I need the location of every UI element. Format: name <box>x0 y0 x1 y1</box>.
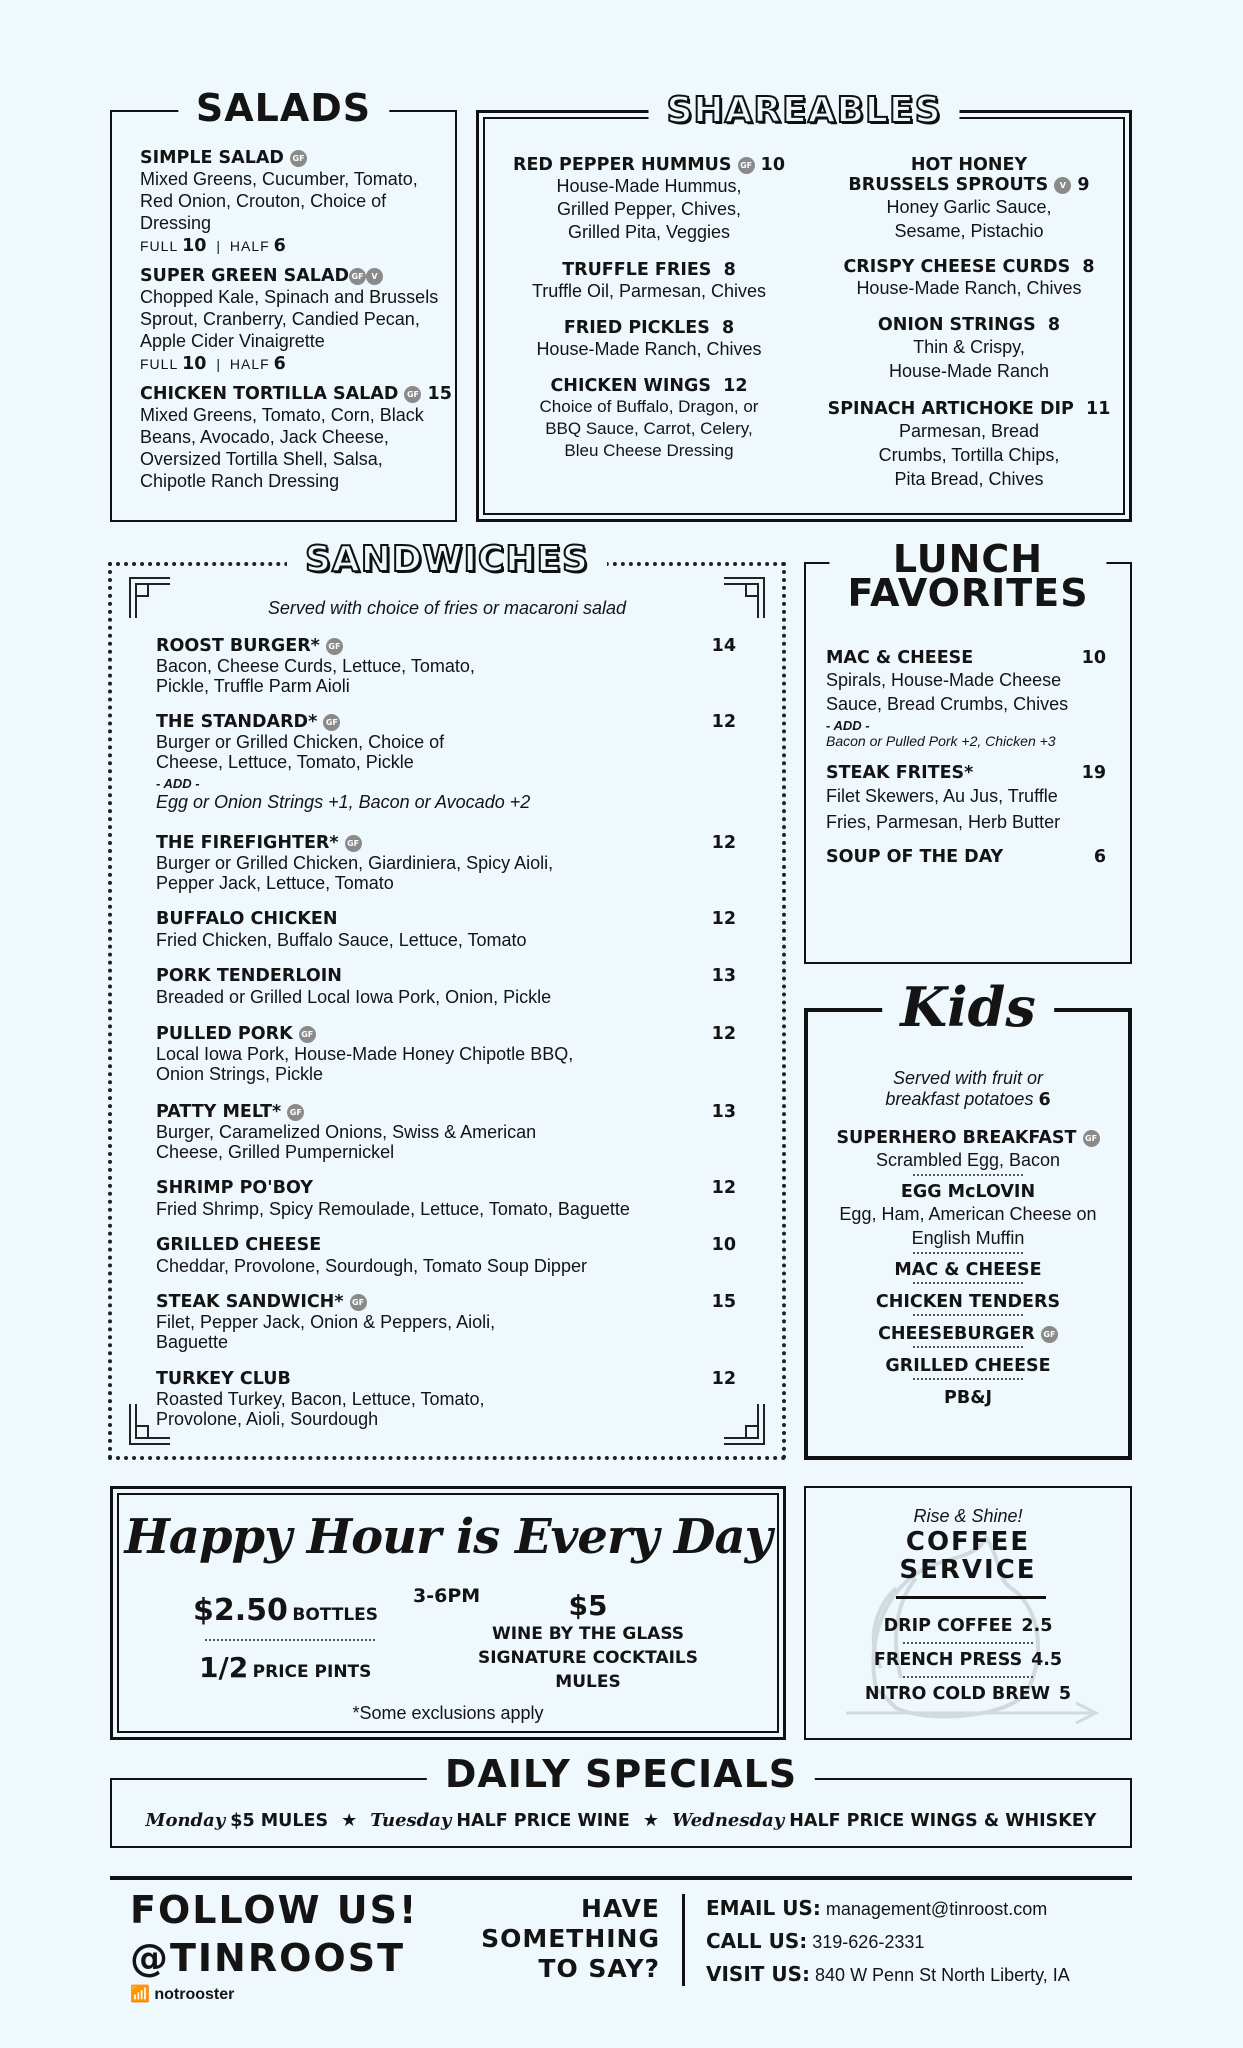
item-name: STEAK SANDWICH* <box>156 1292 344 1312</box>
sandwich-list <box>156 636 736 1429</box>
add-label: - ADD - <box>826 718 870 733</box>
item-price: 10 <box>760 155 786 175</box>
item-price: 12 <box>711 833 736 853</box>
social-block <box>130 1886 418 2004</box>
item-price: 11 <box>1086 399 1111 419</box>
item-price: 2.5 <box>1021 1616 1053 1636</box>
wine-item: SIGNATURE COCKTAILS <box>477 1648 699 1668</box>
item-price: 12 <box>711 712 736 732</box>
item-price: 12 <box>711 1178 736 1198</box>
item-name: THE STANDARD* <box>156 712 318 732</box>
item-desc: Cheddar, Provolone, Sourdough, Tomato Soup Dipper <box>156 1256 587 1276</box>
special-deal: $5 MULES <box>230 1811 329 1831</box>
menu-item <box>156 1292 736 1369</box>
half-price: 6 <box>273 236 286 256</box>
sandwiches-heading: SANDWICHES <box>287 540 607 580</box>
item-price: 13 <box>711 1102 736 1122</box>
lunch-favorites-section <box>804 537 1132 964</box>
menu-item: SUPER GREEN SALAD GF V Chopped Kale, Spinach and Brussels Sprout, Cranberry, Candied Pecan, Apple Cider Vinaigrette FULL 10 | HALF 6 <box>140 266 455 374</box>
item-price: 8 <box>1047 315 1061 335</box>
item-name: TRUFFLE FRIES <box>562 260 712 280</box>
happy-hour-time: 3-6PM <box>413 1585 481 1607</box>
menu-item <box>826 763 1116 835</box>
gluten-free-badge: GF <box>326 638 343 655</box>
menu-item <box>489 376 809 462</box>
full-label: FULL <box>140 356 179 372</box>
dotted-divider <box>913 1252 1023 1254</box>
gluten-free-badge: GF <box>323 714 340 731</box>
menu-item <box>489 318 809 360</box>
gluten-free-badge: GF <box>350 1294 367 1311</box>
menu-item <box>819 257 1119 299</box>
item-price: 4.5 <box>1031 1650 1063 1670</box>
item-price: 5 <box>1058 1684 1072 1704</box>
gluten-free-badge: GF <box>299 1026 316 1043</box>
address-text: 840 W Penn St North Liberty, IA <box>815 1965 1070 1985</box>
call-label: CALL US: <box>706 1929 808 1953</box>
item-desc-line: House-Made Ranch, Chives <box>536 339 762 359</box>
item-name: BUFFALO CHICKEN <box>156 909 338 929</box>
kids-content <box>808 1068 1128 1408</box>
item-desc: Burger or Grilled Chicken, Giardiniera, Spicy Aioli, Pepper Jack, Lettuce, Tomato <box>156 853 554 893</box>
item-name: HOT HONEY <box>910 155 1028 175</box>
wine-deal <box>473 1589 703 1694</box>
add-label: - ADD - <box>156 776 200 791</box>
dotted-divider <box>903 1642 1033 1644</box>
daily-specials-section <box>110 1752 1132 1848</box>
gluten-free-badge: GF <box>1083 1130 1100 1147</box>
item-name: PATTY MELT* <box>156 1102 282 1122</box>
item-desc-line: Parmesan, Bread <box>898 421 1040 441</box>
dotted-divider <box>913 1314 1023 1316</box>
item-desc-line: Pita Bread, Chives <box>894 469 1044 489</box>
special-day: Wednesday <box>672 1810 785 1831</box>
item-desc: Fried Chicken, Buffalo Sauce, Lettuce, Tomato <box>156 930 527 950</box>
item-price: 6 <box>1093 847 1106 867</box>
special-deal: HALF PRICE WINGS & WHISKEY <box>789 1811 1097 1831</box>
feedback-prompt <box>450 1894 660 1984</box>
kids-subtitle-line2: breakfast potatoes <box>885 1089 1034 1109</box>
gluten-free-badge: GF <box>349 268 366 285</box>
vertical-divider <box>682 1894 685 1986</box>
item-price: 13 <box>711 966 736 986</box>
shareables-heading: SHAREABLES <box>649 91 960 131</box>
item-price: 15 <box>711 1292 736 1312</box>
item-name-line2: BRUSSELS SPROUTS <box>848 175 1049 195</box>
visit-label: VISIT US: <box>706 1962 811 1986</box>
item-name: TURKEY CLUB <box>156 1369 291 1389</box>
menu-item <box>826 648 1116 749</box>
gluten-free-badge: GF <box>290 150 307 167</box>
dotted-divider <box>913 1378 1023 1380</box>
wine-item: WINE BY THE GLASS <box>491 1624 685 1644</box>
pints-price: 1/2 <box>199 1651 249 1684</box>
item-desc-line: House-Made Ranch, Chives <box>856 278 1082 298</box>
menu-item <box>819 315 1119 383</box>
item-price: 15 <box>427 384 452 404</box>
item-price: 8 <box>1082 257 1095 277</box>
full-price: 10 <box>182 354 207 374</box>
salads-heading: SALADS <box>178 88 389 130</box>
gluten-free-badge: GF <box>738 157 755 174</box>
special-day: Monday <box>145 1810 226 1831</box>
shareables-section <box>476 90 1132 522</box>
item-name: DRIP COFFEE <box>883 1616 1013 1636</box>
lunch-list <box>826 648 1116 867</box>
dotted-divider <box>903 1676 1033 1678</box>
bottles-deal <box>193 1593 378 1628</box>
item-name: MAC & CHEESE <box>826 648 974 668</box>
item-desc: Burger, Caramelized Onions, Swiss & American Cheese, Grilled Pumpernickel <box>156 1122 537 1162</box>
item-name: SHRIMP PO'BOY <box>156 1178 313 1198</box>
divider <box>896 1596 1046 1599</box>
special-day: Tuesday <box>370 1810 452 1831</box>
item-price: 14 <box>711 636 736 656</box>
item-name: CHICKEN WINGS <box>550 376 711 396</box>
service-heading: SERVICE <box>899 1555 1037 1585</box>
item-desc: Filet Skewers, Au Jus, Truffle Fries, Parmesan, Herb Butter <box>826 786 1061 832</box>
menu-item <box>819 155 1119 243</box>
item-desc: Burger or Grilled Chicken, Choice of Cheese, Lettuce, Tomato, Pickle <box>156 732 445 772</box>
item-name: CHEESEBURGER <box>878 1324 1035 1344</box>
happy-hour-section <box>110 1486 786 1740</box>
item-price: 12 <box>711 909 736 929</box>
item-name: PB&J <box>944 1388 992 1408</box>
menu-item <box>156 1369 736 1429</box>
phone-link[interactable]: 319-626-2331 <box>812 1932 925 1952</box>
item-name: SUPERHERO BREAKFAST <box>836 1128 1077 1148</box>
menu-item <box>808 1128 1128 1172</box>
item-desc-line: Truffle Oil, Parmesan, Chives <box>531 281 767 301</box>
email-link[interactable]: management@tinroost.com <box>825 1899 1048 1919</box>
coffee-list <box>806 1616 1130 1704</box>
wine-price: $5 <box>568 1589 608 1622</box>
menu-item <box>156 636 736 712</box>
wine-item: MULES <box>555 1672 621 1692</box>
item-price: 9 <box>1077 175 1090 195</box>
item-desc-line: Choice of Buffalo, Dragon, or <box>539 397 759 416</box>
full-price: 10 <box>182 236 207 256</box>
wifi-network: notrooster <box>154 1986 235 2003</box>
item-name: PULLED PORK <box>156 1024 293 1044</box>
item-desc: Egg, Ham, American Cheese on English Muffin <box>839 1204 1097 1248</box>
pints-deal <box>199 1651 371 1684</box>
menu-item <box>489 155 809 244</box>
happy-hour-note: *Some exclusions apply <box>352 1703 544 1723</box>
item-price: 12 <box>711 1369 736 1389</box>
vegetarian-badge: V <box>366 268 383 285</box>
item-desc-line: Grilled Pepper, Chives, <box>556 199 742 219</box>
menu-item <box>156 1235 736 1292</box>
coffee-section <box>804 1486 1132 1740</box>
prompt-line: SOMETHING <box>481 1924 660 1953</box>
item-name: CHICKEN TENDERS <box>875 1292 1061 1312</box>
item-desc-line: Crumbs, Tortilla Chips, <box>878 445 1060 465</box>
happy-hour-title: Happy Hour is Every Day <box>124 1509 772 1565</box>
item-name: SPINACH ARTICHOKE DIP <box>827 399 1074 419</box>
menu-item <box>819 399 1119 491</box>
item-name: ONION STRINGS <box>877 315 1036 335</box>
menu-item <box>156 909 736 966</box>
bottles-label: BOTTLES <box>292 1605 379 1625</box>
star-icon: ★ <box>341 1810 358 1830</box>
menu-item <box>808 1182 1128 1250</box>
prompt-line: TO SAY? <box>538 1954 660 1983</box>
specials-row <box>112 1810 1130 1831</box>
menu-item <box>156 833 736 909</box>
item-desc-line: BBQ Sauce, Carrot, Celery, <box>545 419 753 438</box>
item-price: 12 <box>723 376 748 396</box>
pints-label: PRICE PINTS <box>252 1662 372 1682</box>
item-desc: Scrambled Egg, Bacon <box>875 1150 1061 1170</box>
prompt-line: HAVE <box>581 1894 660 1923</box>
item-desc: Mixed Greens, Cucumber, Tomato, Red Onion, Crouton, Choice of Dressing <box>140 169 418 233</box>
menu-item <box>156 1024 736 1102</box>
half-label: HALF <box>229 356 270 372</box>
item-name: NITRO COLD BREW <box>864 1684 1051 1704</box>
add-options: Egg or Onion Strings +1, Bacon or Avocado +2 <box>156 792 531 812</box>
item-desc: Local Iowa Pork, House-Made Honey Chipotle BBQ, Onion Strings, Pickle <box>156 1044 574 1084</box>
menu-item <box>156 712 736 833</box>
email-label: EMAIL US: <box>706 1896 821 1920</box>
dotted-divider <box>913 1174 1023 1176</box>
item-name: EGG McLOVIN <box>900 1182 1036 1202</box>
item-desc: Breaded or Grilled Local Iowa Pork, Onion, Pickle <box>156 987 552 1007</box>
menu-item <box>140 384 455 492</box>
footer <box>110 1886 1132 2016</box>
add-options: Bacon or Pulled Pork +2, Chicken +3 <box>826 733 1056 749</box>
item-desc: Roasted Turkey, Bacon, Lettuce, Tomato, Provolone, Aioli, Sourdough <box>156 1389 485 1429</box>
gluten-free-badge: GF <box>1041 1326 1058 1343</box>
item-desc-line: House-Made Hummus, <box>556 176 742 196</box>
item-desc: Chopped Kale, Spinach and Brussels Sprout, Cranberry, Candied Pecan, Apple Cider Vinaigrette <box>140 287 439 351</box>
item-desc: Bacon, Cheese Curds, Lettuce, Tomato, Pickle, Truffle Parm Aioli <box>156 656 475 696</box>
item-price: 10 <box>1081 648 1106 668</box>
item-price: 8 <box>723 260 736 280</box>
wifi-icon: 📶 <box>130 1986 150 2003</box>
menu-item <box>826 847 1116 867</box>
item-name: CRISPY CHEESE CURDS <box>843 257 1071 277</box>
dotted-divider <box>205 1639 375 1641</box>
shareables-right-column <box>819 155 1119 491</box>
item-price: 19 <box>1081 763 1106 783</box>
item-name: SUPER GREEN SALAD <box>140 266 350 286</box>
item-name: SIMPLE SALAD <box>140 148 284 168</box>
item-name: FRENCH PRESS <box>873 1650 1023 1670</box>
item-name: MAC & CHEESE <box>894 1260 1042 1280</box>
item-price: 12 <box>711 1024 736 1044</box>
dotted-divider <box>913 1282 1023 1284</box>
shareables-left-column <box>489 155 809 462</box>
follow-us-text: FOLLOW US! <box>130 1888 419 1932</box>
half-label: HALF <box>229 238 270 254</box>
item-desc-line: Bleu Cheese Dressing <box>564 441 734 460</box>
favorites-heading: FAVORITES <box>847 571 1089 615</box>
dotted-divider <box>913 1346 1023 1348</box>
daily-specials-heading: DAILY SPECIALS <box>427 1754 815 1796</box>
item-desc: Mixed Greens, Tomato, Corn, Black Beans, Avocado, Jack Cheese, Oversized Tortilla Shell, Salsa, Chipotle Ranch Dressing <box>140 405 424 491</box>
gluten-free-badge: GF <box>404 386 421 403</box>
gluten-free-badge: GF <box>345 835 362 852</box>
coffee-heading: COFFEE <box>905 1527 1031 1557</box>
kids-price: 6 <box>1038 1090 1051 1110</box>
menu-item <box>489 260 809 302</box>
footer-divider <box>110 1876 1132 1880</box>
item-price: 10 <box>711 1235 736 1255</box>
item-name: GRILLED CHEESE <box>885 1356 1051 1376</box>
special-deal: HALF PRICE WINE <box>456 1811 630 1831</box>
item-name: THE FIREFIGHTER* <box>156 833 339 853</box>
menu-item <box>156 1178 736 1235</box>
bottles-price: $2.50 <box>193 1593 288 1628</box>
sandwiches-section <box>108 539 786 1460</box>
lunch-heading: LUNCH <box>892 537 1044 581</box>
kids-section <box>804 975 1132 1460</box>
salads-section <box>110 86 457 522</box>
item-desc-line: Thin & Crispy, <box>913 337 1025 357</box>
item-name: ROOST BURGER* <box>156 636 320 656</box>
item-desc: Fried Shrimp, Spicy Remoulade, Lettuce, Tomato, Baguette <box>156 1199 630 1219</box>
star-icon: ★ <box>642 1810 660 1830</box>
item-desc: Spirals, House-Made Cheese Sauce, Bread Crumbs, Chives <box>826 670 1069 714</box>
sandwiches-subtitle: Served with choice of fries or macaroni salad <box>267 598 627 618</box>
item-name: STEAK FRITES* <box>826 763 974 783</box>
menu-item: SIMPLE SALAD GF Mixed Greens, Cucumber, Tomato, Red Onion, Crouton, Choice of Dressing FULL 10 | HALF 6 <box>140 148 455 256</box>
full-label: FULL <box>140 238 179 254</box>
item-price: 8 <box>721 318 735 338</box>
half-price: 6 <box>273 354 286 374</box>
item-desc-line: Grilled Pita, Veggies <box>567 222 731 242</box>
item-name: GRILLED CHEESE <box>156 1235 322 1255</box>
item-desc-line: House-Made Ranch <box>888 361 1050 381</box>
item-name: CHICKEN TORTILLA SALAD <box>140 384 399 404</box>
item-name: SOUP OF THE DAY <box>826 847 1004 867</box>
social-handle[interactable]: @TINROOST <box>130 1936 406 1980</box>
contact-block <box>706 1892 1070 1991</box>
vegetarian-badge: V <box>1054 177 1071 194</box>
gluten-free-badge: GF <box>287 1104 304 1121</box>
item-desc: Filet, Pepper Jack, Onion & Peppers, Aioli, Baguette <box>156 1312 496 1352</box>
item-name: RED PEPPER HUMMUS <box>512 155 732 175</box>
kids-heading: Kids <box>882 978 1054 1037</box>
menu-item <box>156 966 736 1024</box>
item-name: FRIED PICKLES <box>563 318 710 338</box>
item-desc-line: Honey Garlic Sauce, <box>886 197 1052 217</box>
menu-item <box>156 1102 736 1178</box>
coffee-tagline: Rise & Shine! <box>913 1506 1023 1526</box>
item-name: PORK TENDERLOIN <box>156 966 342 986</box>
kids-subtitle: Served with fruit or <box>892 1068 1044 1088</box>
item-desc-line: Sesame, Pistachio <box>894 221 1044 241</box>
